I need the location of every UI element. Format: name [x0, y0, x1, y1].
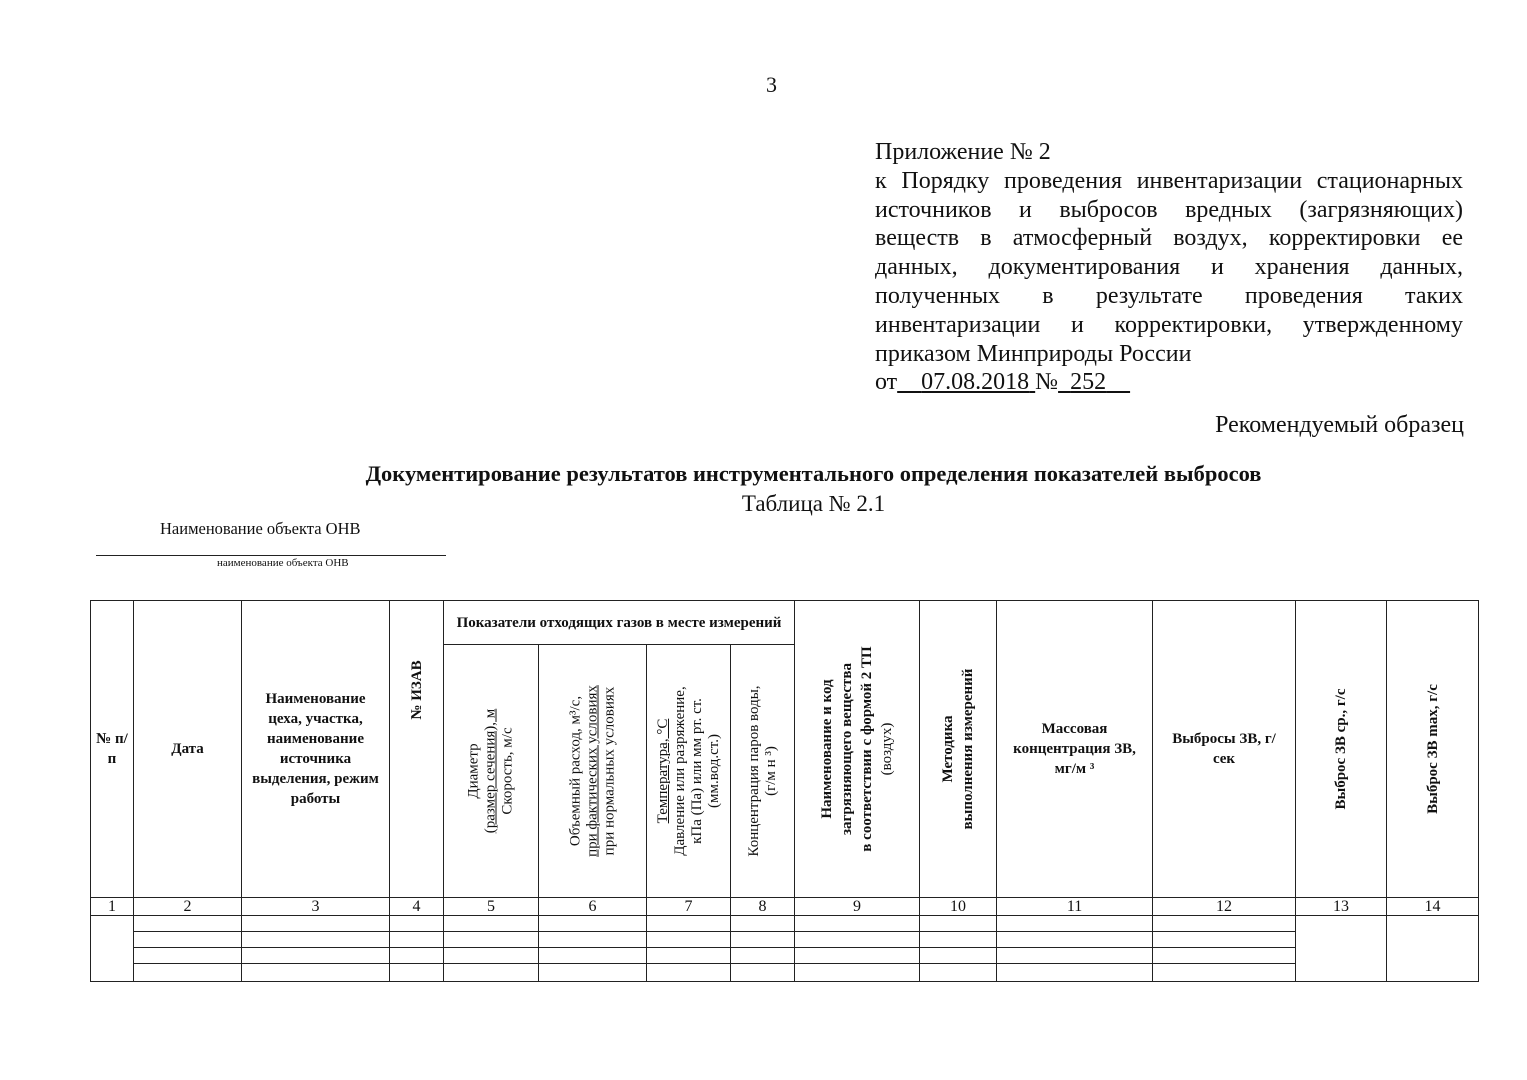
- table-cell: [920, 964, 997, 982]
- table-cell: [539, 932, 647, 948]
- table-cell: [795, 948, 920, 964]
- table-row: [91, 964, 1479, 982]
- table-cell: [920, 948, 997, 964]
- table-cell: [647, 964, 731, 982]
- header-date: Дата: [134, 601, 242, 898]
- object-name-caption: наименование объекта ОНВ: [217, 557, 349, 569]
- order-number-sign: №: [1035, 369, 1059, 396]
- column-number: 12: [1153, 898, 1296, 916]
- table-cell: [539, 964, 647, 982]
- header-diameter-speed: Диаметр (размер сечения), м Скорость, м/с: [444, 645, 539, 898]
- header-workshop: Наименование цеха, участка, наименование источника выделения, режим работы: [242, 601, 390, 898]
- header-water-vapor: Концентрация паров воды, (г/м н ³): [731, 645, 795, 898]
- table-cell: [920, 932, 997, 948]
- column-number: 5: [444, 898, 539, 916]
- table-cell: [997, 916, 1153, 932]
- table-cell: [647, 916, 731, 932]
- column-number: 10: [920, 898, 997, 916]
- table-cell: [647, 948, 731, 964]
- header-method: Методика выполнения измерений: [920, 601, 997, 898]
- column-number: 3: [242, 898, 390, 916]
- column-number: 7: [647, 898, 731, 916]
- table-cell: [795, 916, 920, 932]
- column-number: 2: [134, 898, 242, 916]
- table-cell: [1153, 916, 1296, 932]
- table-cell: [795, 964, 920, 982]
- table-cell: [390, 916, 444, 932]
- table-cell: [444, 932, 539, 948]
- table-cell: [997, 932, 1153, 948]
- header-emissions: Выбросы ЗВ, г/сек: [1153, 601, 1296, 898]
- order-prefix: от: [875, 369, 898, 396]
- table-row: [91, 932, 1479, 948]
- table-cell: [997, 964, 1153, 982]
- order-reference: [875, 368, 1463, 397]
- table-cell: [134, 948, 242, 964]
- appendix-block: [875, 138, 1463, 397]
- header-izav: № ИЗАВ: [390, 601, 444, 898]
- header-temperature-pressure: Температура, °С Давление или разряжение, кПа (Па) или мм рт. ст. (мм.вод.ст.): [647, 645, 731, 898]
- table-cell: [242, 948, 390, 964]
- table-cell: [1153, 964, 1296, 982]
- table-cell: [134, 932, 242, 948]
- table-cell: [1387, 916, 1479, 982]
- table-cell: [920, 916, 997, 932]
- header-emission-avg: Выброс ЗВ ср., г/с: [1296, 601, 1387, 898]
- table-number: Таблица № 2.1: [741, 491, 886, 516]
- table-cell: [539, 916, 647, 932]
- table-cell: [390, 948, 444, 964]
- table-cell: [91, 916, 134, 982]
- table-cell: [795, 932, 920, 948]
- header-volume-flow: Объемный расход, м³/с, при фактических условиях при нормальных условиях: [539, 645, 647, 898]
- column-number: 9: [795, 898, 920, 916]
- table-row: [91, 948, 1479, 964]
- table-cell: [444, 916, 539, 932]
- table-cell: [134, 964, 242, 982]
- table-cell: [997, 948, 1153, 964]
- header-mass-concentration: Массовая концентрация ЗВ, мг/м ³: [997, 601, 1153, 898]
- header-pollutant-name: Наименование и код загрязняющего вещества в соответствии с формой 2 ТП (воздух): [795, 601, 920, 898]
- header-gas-parameters: Показатели отходящих газов в месте измерений: [444, 601, 795, 645]
- object-name-line: [96, 555, 446, 556]
- table-row: [91, 916, 1479, 932]
- table-cell: [134, 916, 242, 932]
- table-cell: [731, 932, 795, 948]
- table-cell: [731, 948, 795, 964]
- column-number-row: [91, 898, 1479, 916]
- table-cell: [444, 948, 539, 964]
- appendix-body: к Порядку проведения инвентаризации стационарных источников и выбросов вредных (загрязняющих) веществ в атмосферный воздух, корректировки ее данных, документирования и хранения данных, полученных в результате проведения таких инвентаризации и корректировки, утвержденному приказом Минприроды России: [875, 167, 1463, 367]
- column-number: 11: [997, 898, 1153, 916]
- column-number: 14: [1387, 898, 1479, 916]
- column-number: 1: [91, 898, 134, 916]
- column-number: 4: [390, 898, 444, 916]
- column-number: 8: [731, 898, 795, 916]
- header-emission-max: Выброс ЗВ max, г/с: [1387, 601, 1479, 898]
- table-cell: [390, 932, 444, 948]
- table-cell: [242, 916, 390, 932]
- appendix-title: Приложение № 2: [875, 139, 1051, 165]
- column-number: 13: [1296, 898, 1387, 916]
- table-cell: [242, 964, 390, 982]
- table-cell: [731, 964, 795, 982]
- table-cell: [647, 932, 731, 948]
- table-cell: [1153, 932, 1296, 948]
- table-cell: [242, 932, 390, 948]
- order-date: 07.08.2018: [921, 369, 1030, 396]
- header-row-number: № п/ п: [91, 601, 134, 898]
- object-name-label: Наименование объекта ОНВ: [160, 519, 361, 538]
- table-cell: [1296, 916, 1387, 982]
- page-number: 3: [766, 72, 777, 97]
- document-title: Документирование результатов инструментального определения показателей выбросов: [365, 461, 1262, 486]
- table-cell: [539, 948, 647, 964]
- recommended-sample-label: Рекомендуемый образец: [1215, 412, 1464, 438]
- column-number: 6: [539, 898, 647, 916]
- table-cell: [444, 964, 539, 982]
- table-cell: [390, 964, 444, 982]
- table-cell: [1153, 948, 1296, 964]
- table-cell: [731, 916, 795, 932]
- emissions-table: [90, 600, 1479, 982]
- order-number: 252: [1070, 369, 1107, 396]
